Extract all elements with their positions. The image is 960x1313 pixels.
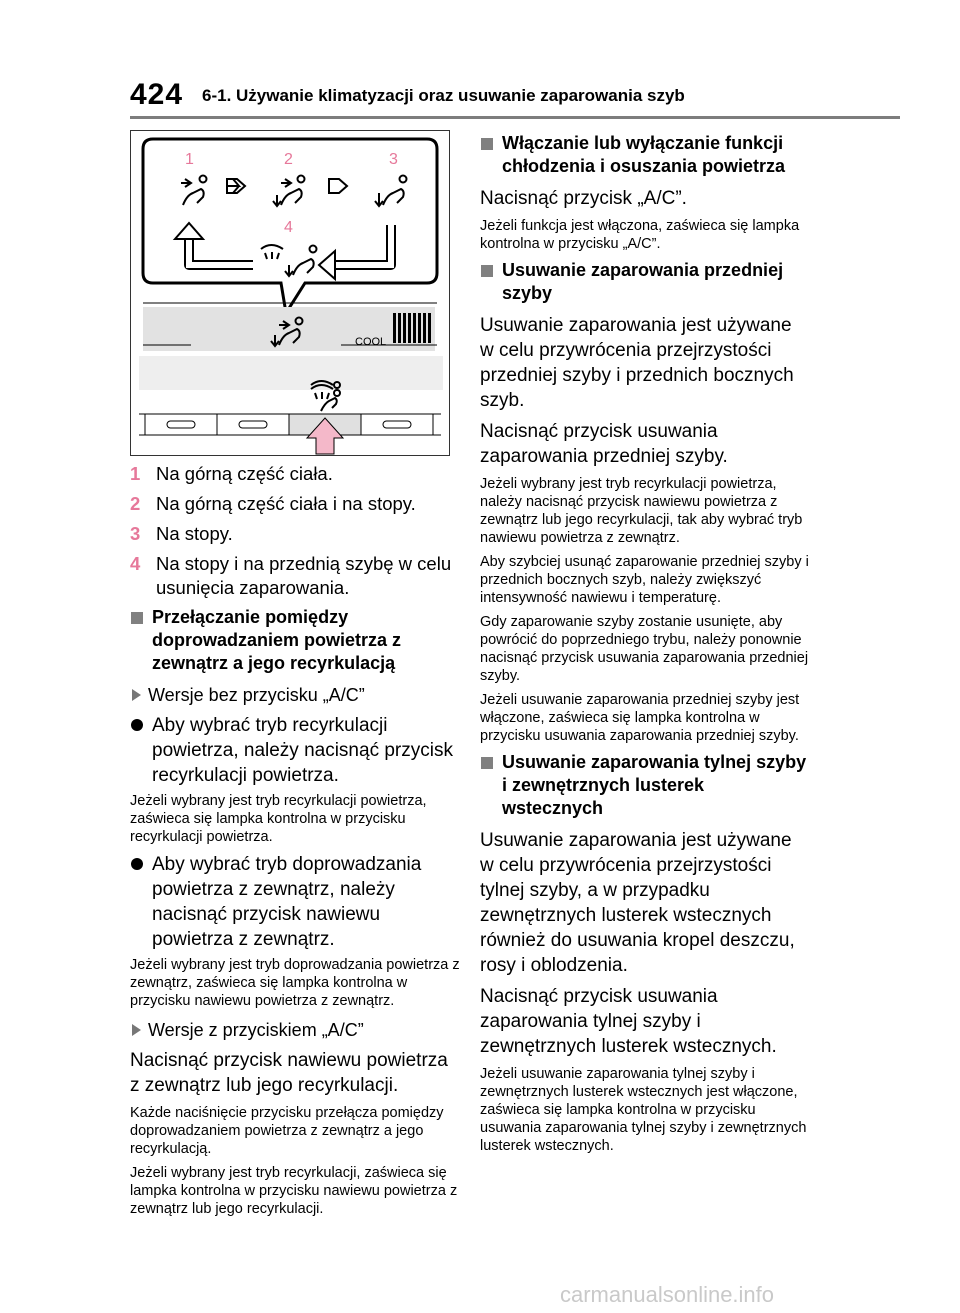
watermark: carmanualsonline.info (560, 1282, 775, 1307)
list-item: 1 Na górną część ciała. (130, 463, 333, 484)
section-heading: Usuwanie zaparowania przedniej szyby (480, 259, 810, 305)
airflow-mode-figure (130, 130, 450, 456)
list-item: 2 Na górną część ciała i na stopy. (130, 493, 416, 514)
body-text: Usuwanie zaparowania jest używane w celu przywrócenia przejrzystości tylnej szyby, a w przypadku zewnętrznych lusterek wstecznych również do usuwania kropel deszczu, rosy i oblodzenia. (480, 830, 795, 976)
note-text: Jeżeli wybrany jest tryb recyrkulacji, zaświeca się lampka kontrolna w przycisku nawiewu powietrza z zewnątrz lub jego recyrkulacji. (130, 1165, 458, 1217)
note-text: Każde naciśnięcie przycisku przełącza pomiędzy doprowadzaniem powietrza z zewnątrz a jego recyrkulacją. (130, 1105, 444, 1157)
note-text: Aby szybciej usunąć zaparowanie przedniej szyby i przednich bocznych szyb, należy zwiększyć intensywność nawiewu i temperaturę. (480, 554, 809, 606)
section-heading: Włączanie lub wyłączanie funkcji chłodzenia i osuszania powietrza (480, 132, 810, 178)
body-text: Usuwanie zaparowania jest używane w celu przywrócenia przejrzystości przedniej szyby i przednich bocznych szyb. (480, 315, 794, 411)
panel-button-1 (145, 414, 217, 435)
page-header (130, 78, 900, 118)
bullet-item: Aby wybrać tryb doprowadzania powietrza z zewnątrz, należy nacisnąć przycisk nawiewu powietrza z zewnątrz. (130, 852, 460, 952)
header-rule (130, 116, 900, 119)
right-column (480, 126, 810, 1161)
note-text: Jeżeli wybrany jest tryb recyrkulacji powietrza, należy nacisnąć przycisk nawiewu powietrza z zewnątrz lub jego recyrkulacji, tak aby wybrać tryb nawiewu powietrza z zewnątrz. (480, 476, 803, 546)
body-text: Nacisnąć przycisk usuwania zaparowania przedniej szyby. (480, 421, 728, 467)
note-text: Jeżeli wybrany jest tryb doprowadzania powietrza z zewnątrz, zaświeca się lampka kontrolna w przycisku nawiewu powietrza z zewnątrz. (130, 957, 460, 1009)
section-heading: Przełączanie pomiędzy doprowadzaniem powietrza z zewnątrz a jego recyrkulacją (130, 606, 460, 675)
display-cool-text: COOL (355, 336, 387, 348)
bullet-item: Aby wybrać tryb recyrkulacji powietrza, należy nacisnąć przycisk recyrkulacji powietrza. (130, 713, 460, 788)
panel-button-2 (217, 414, 289, 435)
body-text: Nacisnąć przycisk „A/C”. (480, 188, 687, 209)
body-text: Nacisnąć przycisk nawiewu powietrza z zewnątrz lub jego recyrkulacji. (130, 1050, 448, 1096)
page-number: 424 (130, 78, 184, 111)
note-text: Jeżeli usuwanie zaparowania tylnej szyby i zewnętrznych lusterek wstecznych jest włączone, zaświeca się lampka kontrolna w przycisku usuwania zaparowania tylnej szyby i zewnętrznych lusterek wstecznych. (480, 1066, 807, 1154)
body-text: Nacisnąć przycisk usuwania zaparowania tylnej szyby i zewnętrznych lusterek wstecznych. (480, 986, 777, 1057)
label-2: 2 (284, 151, 293, 168)
label-1: 1 (185, 151, 194, 168)
left-column (130, 462, 460, 1224)
label-3: 3 (389, 151, 398, 168)
version-label: Wersje bez przycisku „A/C” (130, 683, 460, 707)
panel-button-4 (361, 414, 433, 435)
version-label: Wersje z przyciskiem „A/C” (130, 1018, 460, 1042)
display-panel (143, 307, 435, 351)
label-4: 4 (284, 219, 293, 236)
note-text: Jeżeli usuwanie zaparowania przedniej szyby jest włączone, zaświeca się lampka kontrolna w przycisku usuwania zaparowania przedniej szyby. (480, 692, 800, 744)
list-item: 3 Na stopy. (130, 523, 233, 544)
note-text: Jeżeli wybrany jest tryb recyrkulacji powietrza, zaświeca się lampka kontrolna w przycisku recyrkulacji powietrza. (130, 793, 427, 845)
chapter-title: 6-1. Używanie klimatyzacji oraz usuwanie zaparowania szyb (202, 86, 685, 105)
note-text: Jeżeli funkcja jest włączona, zaświeca się lampka kontrolna w przycisku „A/C”. (480, 218, 800, 252)
list-item: 4 Na stopy i na przednią szybę w celu usunięcia zaparowania. (130, 553, 452, 598)
note-text: Gdy zaparowanie szyby zostanie usunięte, aby powrócić do poprzedniego trybu, należy ponownie nacisnąć przycisk usuwania zaparowania przedniej szyby. (480, 614, 809, 684)
section-heading: Usuwanie zaparowania tylnej szyby i zewnętrznych lusterek wstecznych (480, 751, 810, 820)
